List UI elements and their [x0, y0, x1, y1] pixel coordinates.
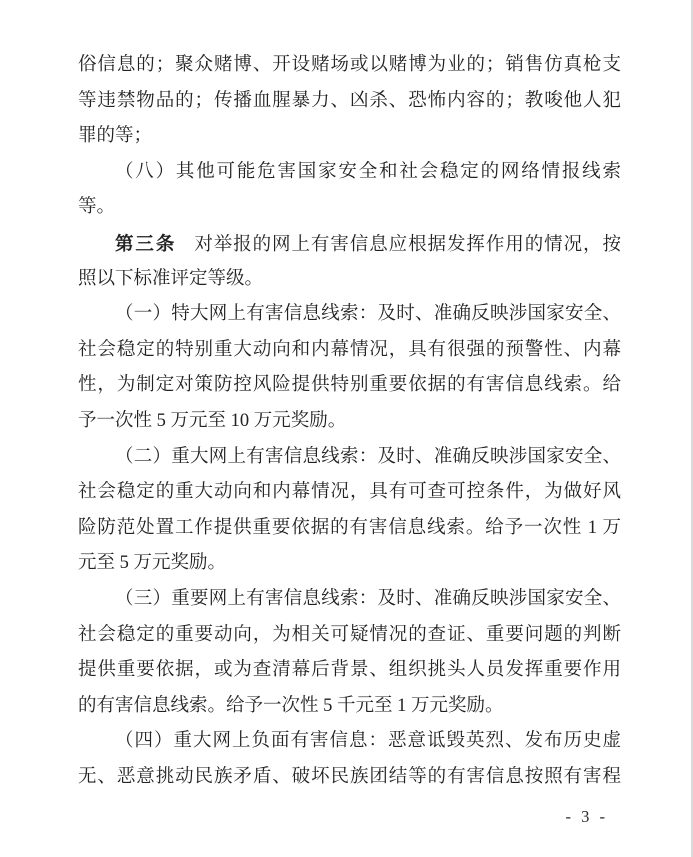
line-text: 对举报的网上有害信息应根据发挥作用的情况，按: [194, 234, 621, 255]
line-text: 险防范处置工作提供重要依据的有害信息线索。给予一次性 1 万: [78, 517, 621, 538]
line-text: 社会稳定的特别重大动向和内幕情况，具有很强的预警性、内幕: [78, 339, 621, 360]
page-number: - 3 -: [565, 807, 608, 826]
line-text: 照以下标准评定等级。: [78, 268, 264, 289]
text-line: [78, 724, 621, 760]
line-text: 元至 5 万元奖励。: [78, 553, 227, 574]
line-text: （一）特大网上有害信息线索：及时、准确反映涉国家安全、: [115, 304, 621, 325]
text-line: [78, 760, 621, 796]
line-text: 罪的等；: [78, 126, 153, 147]
text-line: [78, 368, 621, 404]
line-text: 的有害信息线索。给予一次性 5 千元至 1 万元奖励。: [78, 695, 504, 716]
text-line: [78, 404, 621, 440]
text-line: [78, 582, 621, 618]
text-line: [78, 475, 621, 511]
text-line: [78, 297, 621, 333]
text-line: [78, 618, 621, 654]
article-number-bold: 第三条: [115, 232, 177, 254]
line-text: （三）重要网上有害信息线索：及时、准确反映涉国家安全、: [115, 588, 621, 609]
document-body: [78, 48, 621, 795]
text-line: [78, 511, 621, 547]
text-line: [78, 226, 621, 262]
text-line: [78, 84, 621, 120]
text-line: [78, 546, 621, 582]
line-text: 俗信息的；聚众赌博、开设赌场或以赌博为业的；销售仿真枪支: [78, 55, 621, 75]
line-text: （四）重大网上负面有害信息：恶意诋毁英烈、发布历史虚: [115, 731, 621, 752]
text-line: [78, 190, 621, 226]
text-line: [78, 48, 621, 84]
line-text: 社会稳定的重要动向，为相关可疑情况的查证、重要问题的判断: [78, 624, 621, 645]
text-line: [78, 689, 621, 725]
line-text: 社会稳定的重大动向和内幕情况，具有可查可控条件，为做好风: [78, 482, 621, 503]
text-line: [78, 440, 621, 476]
text-line: [78, 119, 621, 155]
line-text: 性，为制定对策防控风险提供特别重要依据的有害信息线索。给: [78, 375, 621, 396]
line-text: 无、恶意挑动民族矛盾、破坏民族团结等的有害信息按照有害程: [78, 766, 621, 787]
line-text: 提供重要依据，或为查清幕后背景、组织挑头人员发挥重要作用: [78, 660, 621, 681]
line-text: （八）其他可能危害国家安全和社会稳定的网络情报线索: [115, 161, 621, 182]
line-text: 等违禁物品的；传播血腥暴力、凶杀、恐怖内容的；教唆他人犯: [78, 90, 621, 111]
line-text: （二）重大网上有害信息线索：及时、准确反映涉国家安全、: [115, 446, 621, 467]
text-line: [78, 333, 621, 369]
text-line: [78, 653, 621, 689]
text-line: [78, 155, 621, 191]
line-text: 予一次性 5 万元至 10 万元奖励。: [78, 410, 347, 431]
line-text: 等。: [78, 197, 116, 218]
text-line: [78, 262, 621, 298]
